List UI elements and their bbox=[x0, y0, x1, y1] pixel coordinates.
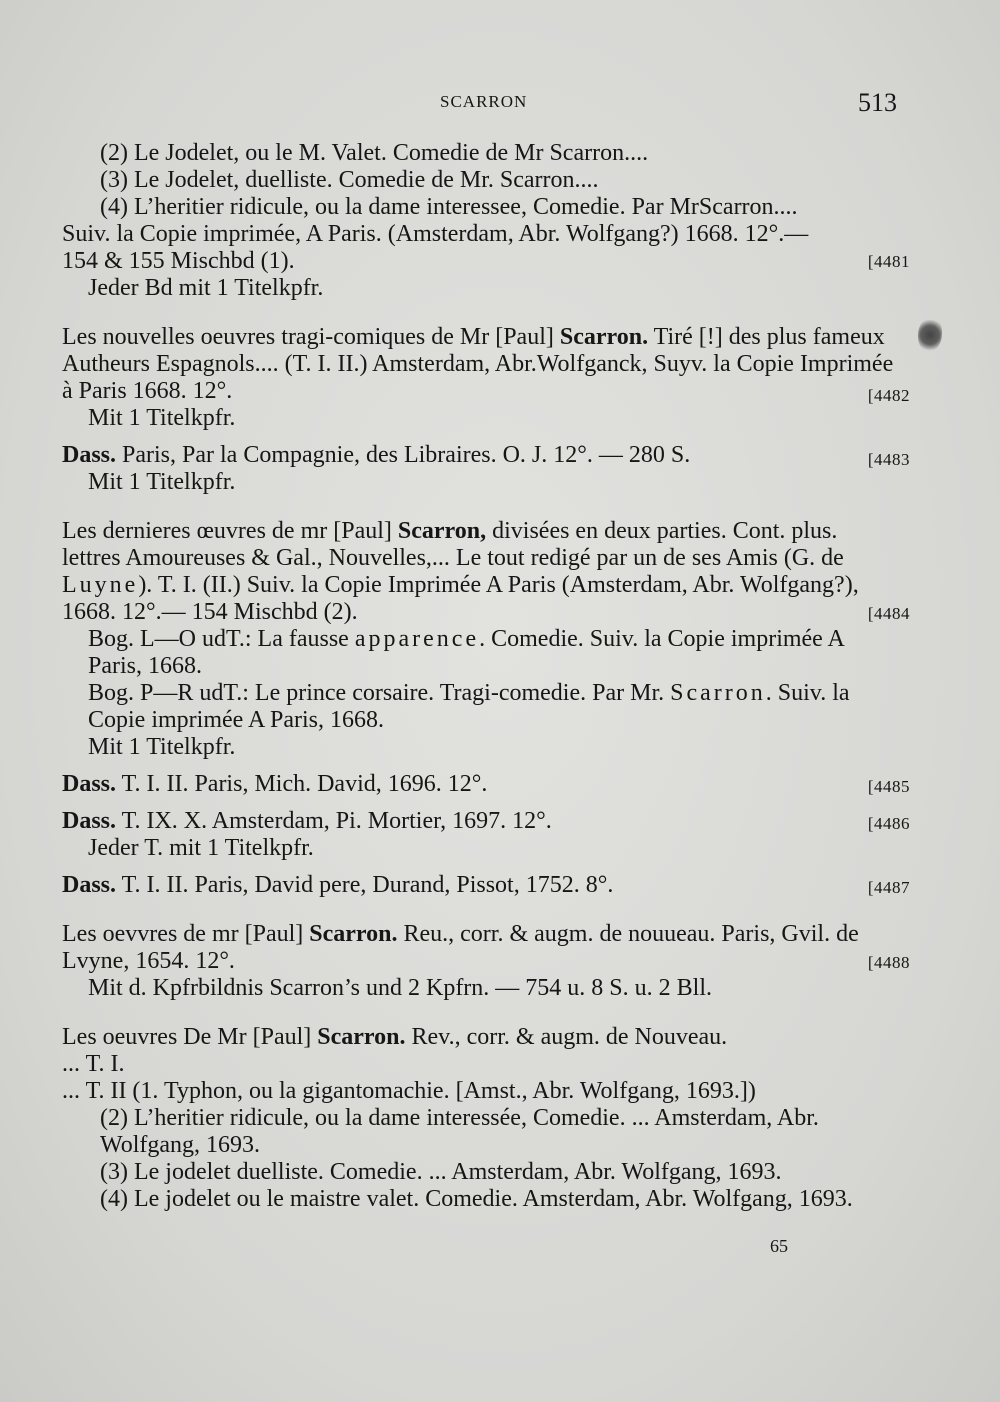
volume-line: ... T. I. bbox=[62, 1051, 125, 1077]
dass-label: Dass. bbox=[62, 808, 117, 834]
entry-text bbox=[62, 324, 898, 405]
entry-text-body: T. IX. X. Amsterdam, Pi. Mortier, 1697. 12°. bbox=[116, 808, 552, 834]
entry-4481 bbox=[62, 140, 910, 302]
entry-line: 154 & 155 Mischbd (1). bbox=[62, 248, 295, 274]
entry-line: (4) L’heritier ridicule, ou la dame interessee, Comedie. Par MrScarron.... bbox=[100, 194, 798, 220]
volume-line: ... T. II (1. Typhon, ou la gigantomachie. [Amst., Abr. Wolfgang, 1693.]) bbox=[62, 1078, 756, 1104]
entry-text bbox=[62, 1024, 898, 1051]
entry-text bbox=[62, 921, 898, 975]
entry-text-post: Reu., corr. & augm. de nouueau. Paris, Gvil. de Lvyne, 1654. 12°. bbox=[62, 921, 859, 974]
entry-number: [4482 bbox=[867, 386, 910, 405]
entry-note: Jeder T. mit 1 Titelkpfr. bbox=[88, 835, 314, 861]
subline-post: . Comedie. Suiv. la Copie imprimée A Paris, 1668. bbox=[88, 626, 844, 679]
author-name: Scarron, bbox=[397, 518, 487, 544]
entry-line: Suiv. la Copie imprimée, A Paris. (Amsterdam, Abr. Wolfgang?) 1668. 12°.— bbox=[62, 221, 809, 247]
entry-number: [4487 bbox=[867, 878, 910, 897]
entry-text-pre: Les dernieres œuvres de mr [Paul] bbox=[62, 518, 398, 544]
entry-oeuvres-1693 bbox=[62, 1024, 898, 1213]
running-head: SCARRON bbox=[440, 92, 528, 111]
volume-item: (4) Le jodelet ou le maistre valet. Comedie. Amsterdam, Abr. Wolfgang, 1693. bbox=[100, 1186, 853, 1212]
entry-4485 bbox=[62, 771, 910, 798]
entry-text-post: ). T. I. (II.) Suiv. la Copie Imprimée A Paris (Amsterdam, Abr. Wolfgang?), 1668. 12°.— 154 Mischbd (2). bbox=[62, 572, 859, 625]
entry-note: Mit 1 Titelkpfr. bbox=[88, 734, 236, 760]
page-number: 513 bbox=[858, 88, 897, 117]
entry-text-pre: Les oevvres de mr [Paul] bbox=[62, 921, 310, 947]
subline-post: . Suiv. la Copie imprimée A Paris, 1668. bbox=[88, 680, 850, 733]
entry-line: (2) Le Jodelet, ou le M. Valet. Comedie de Mr Scarron.... bbox=[100, 140, 649, 166]
entry-number: [4486 bbox=[867, 814, 910, 833]
ink-smudge bbox=[918, 318, 942, 352]
entry-number: [4483 bbox=[867, 450, 910, 469]
spaced-text: Scarron bbox=[670, 680, 766, 706]
volume-item: (3) Le jodelet duelliste. Comedie. ... Amsterdam, Abr. Wolfgang, 1693. bbox=[100, 1159, 782, 1185]
entry-text-post: Rev., corr. & augm. de Nouveau. bbox=[405, 1024, 728, 1050]
entry-text-body: T. I. II. Paris, Mich. David, 1696. 12°. bbox=[116, 771, 488, 797]
entry-text-post: divisées en deux parties. Cont. plus. lettres Amoureuses & Gal., Nouvelles,... Le tout redigé par un de ses Amis (G. de bbox=[62, 518, 844, 571]
entry-4487 bbox=[62, 872, 910, 899]
volume-item: (2) L’heritier ridicule, ou la dame interessée, Comedie. ... Amsterdam, Abr. Wolfgang, 1693. bbox=[100, 1105, 819, 1158]
entry-text bbox=[62, 808, 898, 835]
entry-text-body: T. I. II. Paris, David pere, Durand, Pissot, 1752. 8°. bbox=[116, 872, 614, 898]
entry-text-post: Tiré [!] des plus fameux Autheurs Espagnols.... (T. I. II.) Amsterdam, Abr.Wolfganck, Suyv. la Copie Imprimée à Paris 1668. 12°. bbox=[62, 324, 894, 404]
entry-text bbox=[62, 872, 898, 899]
dass-label: Dass. bbox=[62, 872, 117, 898]
subline-pre: Bog. L—O udT.: La fausse bbox=[88, 626, 355, 652]
entry-4486 bbox=[62, 808, 910, 862]
entry-note: Jeder Bd mit 1 Titelkpfr. bbox=[88, 275, 324, 301]
entry-note: Mit 1 Titelkpfr. bbox=[88, 469, 236, 495]
entry-text bbox=[62, 771, 898, 798]
spaced-text: Luyne bbox=[62, 572, 139, 598]
spaced-text: apparence bbox=[354, 626, 480, 652]
entry-subline bbox=[62, 680, 898, 734]
signature-mark: 65 bbox=[770, 1236, 788, 1256]
entry-text-pre: Les oeuvres De Mr [Paul] bbox=[62, 1024, 318, 1050]
entry-subline bbox=[62, 626, 898, 680]
author-name: Scarron. bbox=[559, 324, 649, 350]
entry-text-pre: Les nouvelles oeuvres tragi-comiques de Mr [Paul] bbox=[62, 324, 560, 350]
entry-text bbox=[62, 518, 898, 626]
entry-4483 bbox=[62, 442, 910, 496]
entry-number: [4485 bbox=[867, 777, 910, 796]
dass-label: Dass. bbox=[62, 771, 117, 797]
entry-text-body: Paris, Par la Compagnie, des Libraires. O. J. 12°. — 280 S. bbox=[116, 442, 691, 468]
author-name: Scarron. bbox=[317, 1024, 406, 1050]
entry-4488 bbox=[62, 921, 910, 1002]
catalog-text bbox=[62, 140, 910, 1213]
author-name: Scarron. bbox=[309, 921, 398, 947]
entry-4484 bbox=[62, 518, 910, 761]
subline-pre: Bog. P—R udT.: Le prince corsaire. Tragi-comedie. Par Mr. bbox=[88, 680, 671, 706]
entry-note: Mit d. Kpfrbildnis Scarron’s und 2 Kpfrn. — 754 u. 8 S. u. 2 Bll. bbox=[88, 975, 712, 1001]
entry-text bbox=[62, 442, 898, 469]
entry-number: [4481 bbox=[867, 252, 910, 271]
entry-line: (3) Le Jodelet, duelliste. Comedie de Mr. Scarron.... bbox=[100, 167, 599, 193]
dass-label: Dass. bbox=[62, 442, 117, 468]
entry-4482 bbox=[62, 324, 910, 432]
entry-number: [4488 bbox=[867, 953, 910, 972]
entry-number: [4484 bbox=[867, 604, 910, 623]
entry-note: Mit 1 Titelkpfr. bbox=[88, 405, 236, 431]
